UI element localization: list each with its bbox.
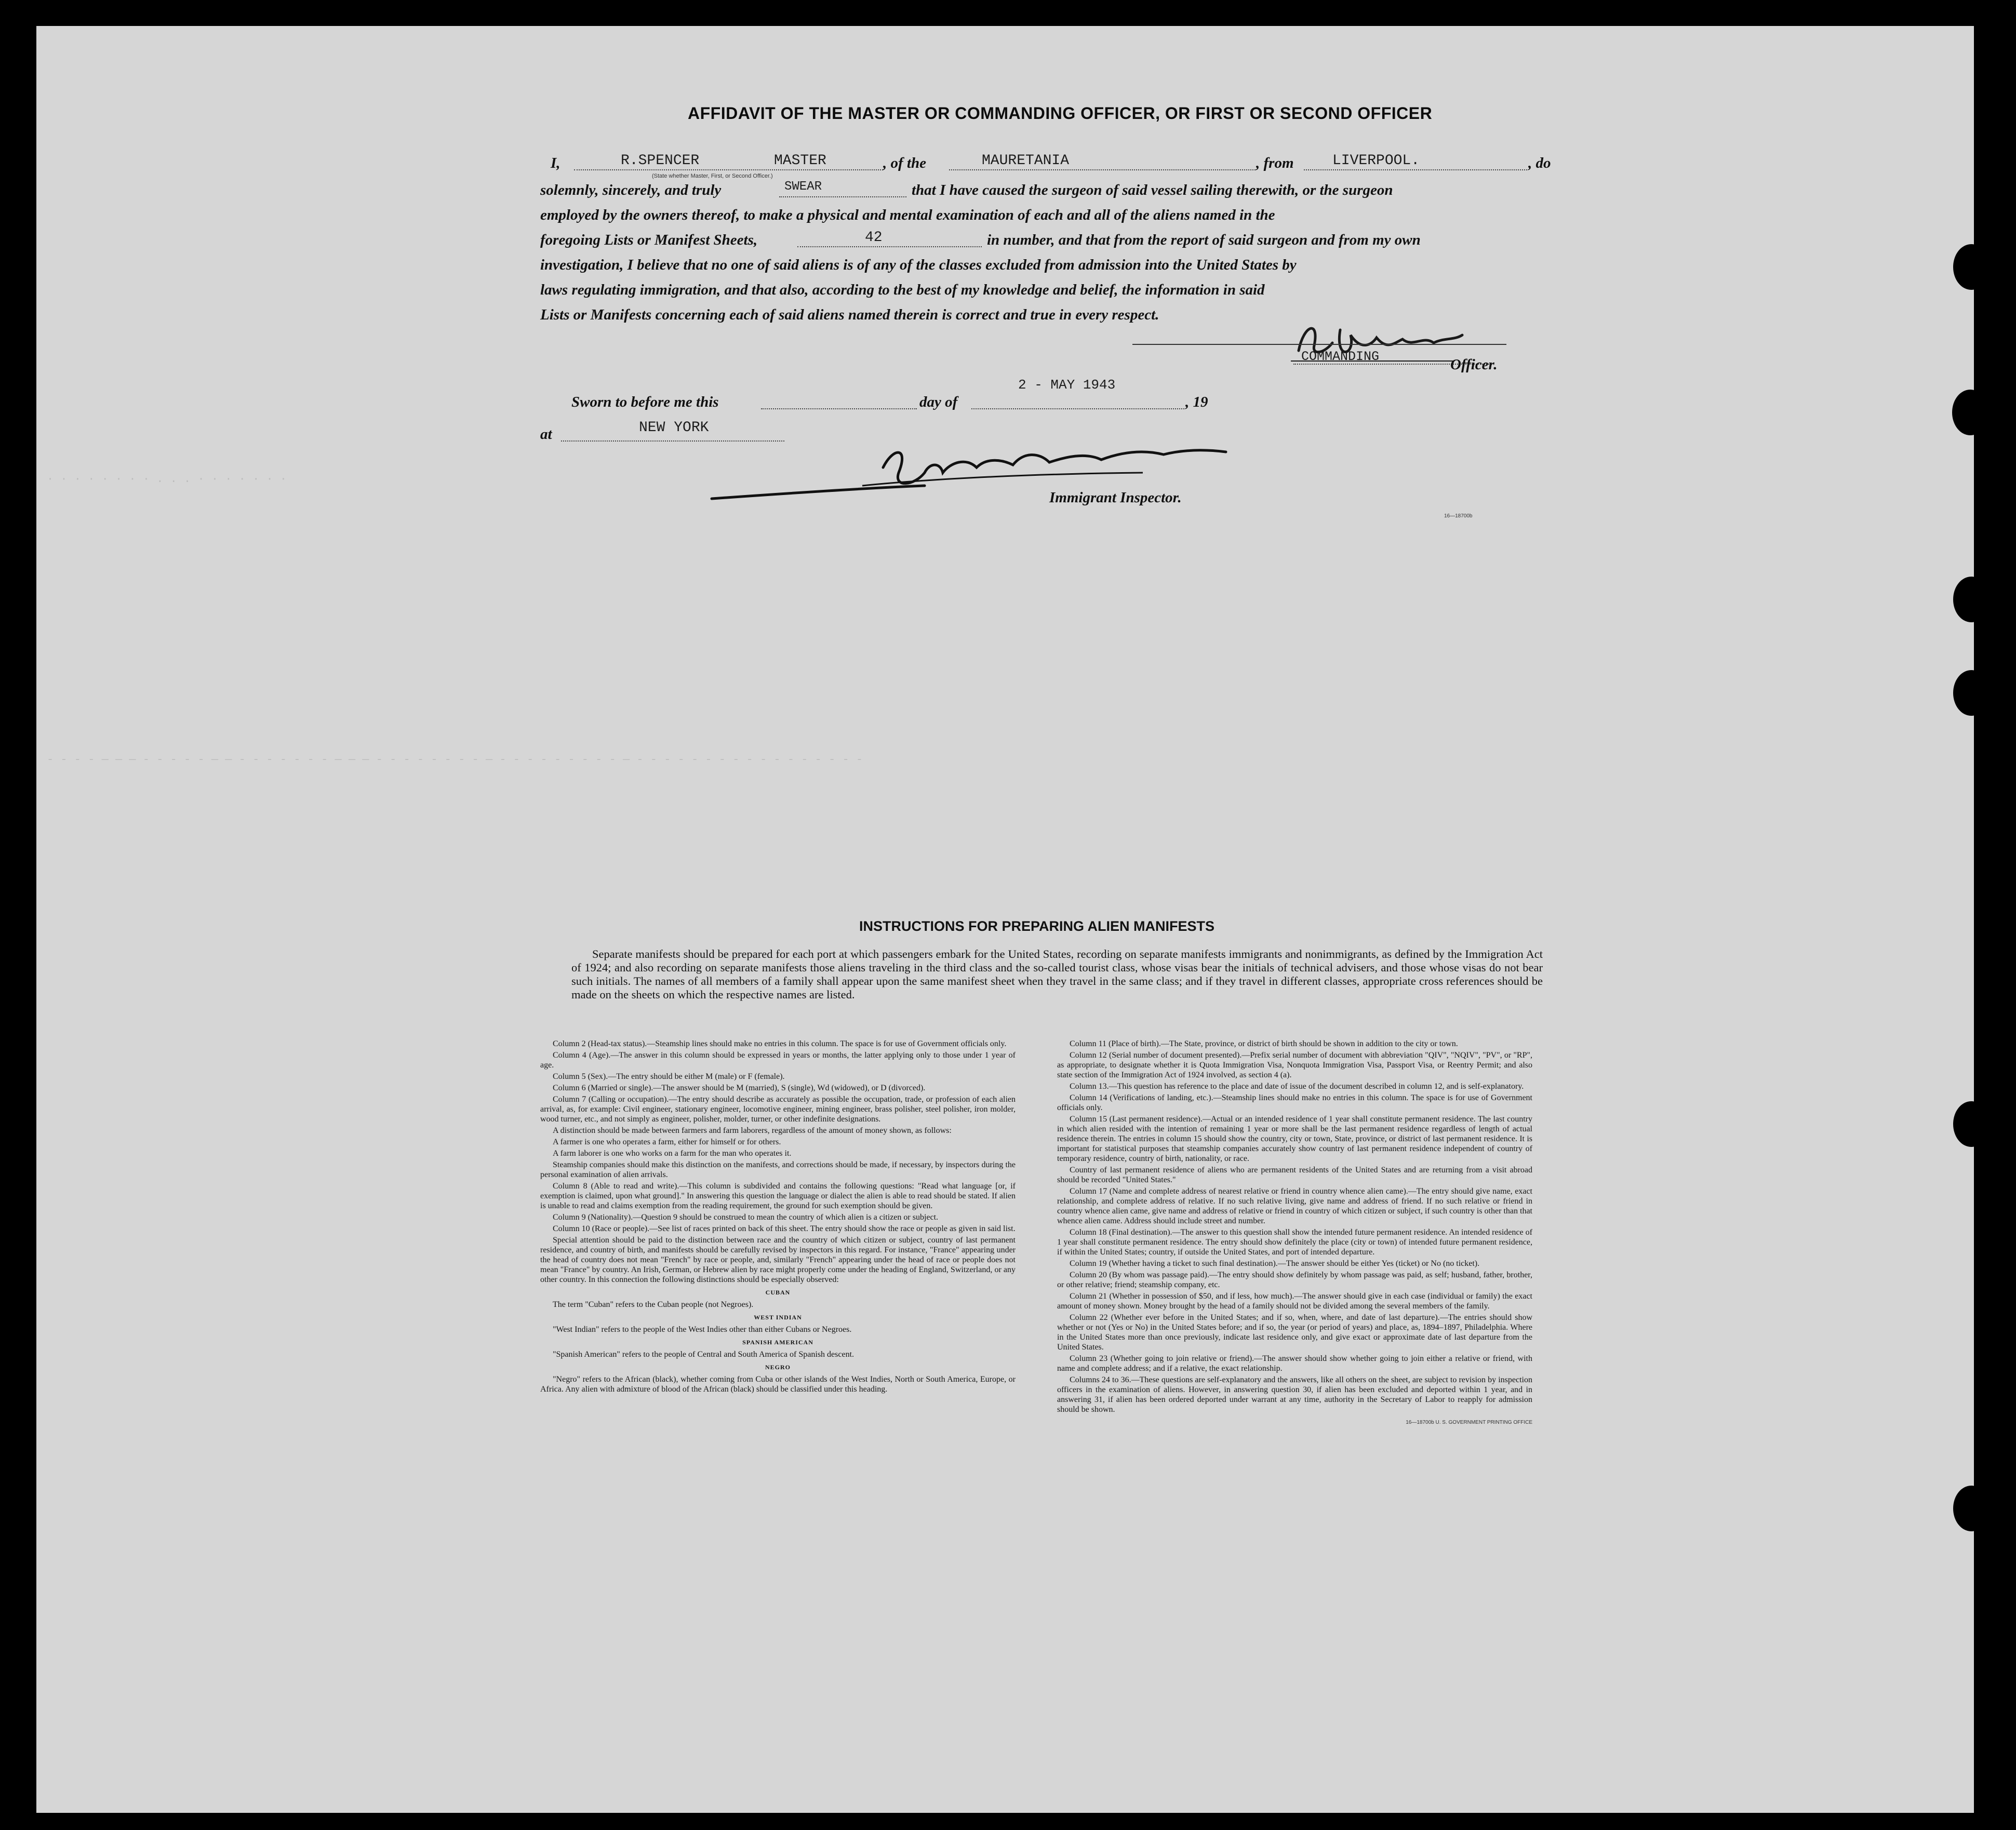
port-rule xyxy=(1304,169,1527,170)
officer-title: COMMANDING xyxy=(1301,349,1380,364)
oath-rule xyxy=(779,196,906,197)
manifest-sheet xyxy=(36,26,1974,1813)
affidavit-line-2a: solemnly, sincerely, and truly xyxy=(540,182,722,198)
instruction-paragraph: Column 11 (Place of birth).—The State, province, or district of birth should be shown in addition to the city or town. xyxy=(1070,1039,1458,1048)
instruction-paragraph: Column 19 (Whether having a ticket to such final destination).—The answer should be either Yes (ticket) or No (no ticket). xyxy=(1070,1259,1480,1268)
affidavit-line-7: Lists or Manifests concerning each of said aliens named therein is correct and true in every respect. xyxy=(540,306,1159,323)
affidavit-i: I, xyxy=(551,155,560,171)
binder-hole xyxy=(1953,244,1974,290)
instruction-paragraph: A distinction should be made between farmers and farm laborers, regardless of the amount of money shown, as follows: xyxy=(553,1126,952,1135)
inspector-label: Immigrant Inspector. xyxy=(1049,489,1182,506)
officer-rank: MASTER xyxy=(774,153,826,169)
instruction-paragraph: Column 8 (Able to read and write).—This column is subdivided and contains the following questions: "Read what language [or, if exemption is claimed, upon what ground]." In answering this question the language or dialect the alien is able to read should be stated. If alien is unable to read and claims exemption from the reading requirement, the ground for such exemption should be given. xyxy=(540,1182,1016,1210)
instruction-paragraph: Column 6 (Married or single).—The answer should be M (married), S (single), Wd (widowed), or D (divorced). xyxy=(553,1084,926,1092)
binder-hole xyxy=(1952,390,1974,435)
affidavit-line-2b: that I have caused the surgeon of said vessel sailing therewith, or the surgeon xyxy=(912,182,1393,198)
instruction-paragraph: Country of last permanent residence of aliens who are permanent residents of the United States and are returning from a visit abroad should be recorded "United States." xyxy=(1057,1166,1532,1184)
at-label: at xyxy=(540,426,552,443)
instruction-paragraph: Column 10 (Race or people).—See list of races printed on back of this sheet. The entry should show the race or people as given in said list. xyxy=(553,1224,1016,1233)
affidavit-line-5: investigation, I believe that no one of said aliens is of any of the classes excluded from admission into the United States by xyxy=(540,257,1297,273)
instruction-paragraph: Column 9 (Nationality).—Question 9 should be construed to mean the country of which alien is a citizen or subject. xyxy=(553,1213,939,1222)
spanish-american-definition: "Spanish American" refers to the people of Central and South America of Spanish descent. xyxy=(553,1350,855,1359)
bleed-through-text: - - - - — — — - - - - - — — - - - - - - - — — — - - - - - - - - — - - - - - - - - - — - - - - - - - - - - - - - - - - - xyxy=(47,753,863,766)
binder-hole xyxy=(1953,1486,1974,1531)
instructions-title: INSTRUCTIONS FOR PREPARING ALIEN MANIFESTS xyxy=(859,918,1215,934)
affidavit-line-3: employed by the owners thereof, to make a physical and mental examination of each and all of the aliens named in the xyxy=(540,207,1275,223)
instruction-paragraph: Special attention should be paid to the distinction between race and the country of which citizen or subject, country of last permanent residence, and country of birth, and manifests should be carefully revised by inspectors in this regard. For instance, "France" appearing under the head of country does not mean "French" by race or people, and, similarly "French" appearing under the head of race or people does not mean "France" by country. An Irish, German, or Hebrew alien by race might properly come under the heading of England, Switzerland, or any other country. In this connection the following distinctions should be especially observed: xyxy=(540,1236,1016,1284)
year-label: , 19 xyxy=(1185,394,1208,410)
instruction-paragraph: Column 17 (Name and complete address of nearest relative or friend in country whence alien came).—The entry should give name, exact relationship, and complete address of relative. If no such relative living, give name and address of friend. If no such relative or friend in country whence alien came, give name and address of relative or friend in country of which citizen or subject, if such country is other than that whence alien came. Address should include street and number. xyxy=(1057,1187,1532,1225)
binder-hole xyxy=(1953,1101,1974,1147)
officer-name: R.SPENCER xyxy=(621,153,700,169)
spanish-american-heading: SPANISH AMERICAN xyxy=(742,1339,813,1346)
rank-hint: (State whether Master, First, or Second Officer.) xyxy=(652,173,773,179)
instruction-paragraph: Column 23 (Whether going to join relative or friend).—The answer should show whether going to join either a relative or friend, with name and complete address; and if a relative, the exact relationship. xyxy=(1057,1354,1532,1373)
officer-rule xyxy=(574,169,883,170)
from-label: , from xyxy=(1256,155,1294,171)
affidavit-line-6: laws regulating immigration, and that also, according to the best of my knowledge and belief, the information in said xyxy=(540,282,1265,298)
instructions-left-column xyxy=(540,1039,1016,1396)
sworn-place: NEW YORK xyxy=(639,420,709,436)
signature-rule xyxy=(1132,344,1506,345)
instruction-paragraph: Column 20 (By whom was passage paid).—The entry should show definitely by whom passage was paid, as self; husband, father, brother, or other relative; friend; steamship company, etc. xyxy=(1057,1271,1532,1289)
instruction-paragraph: Column 21 (Whether in possession of $50, and if less, how much).—The answer should give in each case (individual or family) the exact amount of money shown. Money brought by the head of a family should not be divided among the several members of the family. xyxy=(1057,1292,1532,1311)
do-label: , do xyxy=(1528,155,1551,171)
affidavit-line-4b: in number, and that from the report of said surgeon and from my own xyxy=(987,232,1421,248)
instruction-paragraph: Steamship companies should make this distinction on the manifests, and corrections should be made, if necessary, by inspectors during the personal examination of alien arrivals. xyxy=(540,1160,1016,1179)
instruction-paragraph: Column 12 (Serial number of document presented).—Prefix serial number of document with abbreviation "QIV", "NQIV", "PV", or "RP", as appropriate, to designate whether it is Quota Immigration Visa, Nonquota Immigration Visa, Passport Visa, or Reentry Permit; and also state section of the Immigration Act of 1924 involved, as section 4 (a). xyxy=(1057,1051,1532,1079)
west-indian-heading: WEST INDIAN xyxy=(754,1314,802,1321)
instruction-paragraph: Column 14 (Verifications of landing, etc.).—Steamship lines should make no entries in this column. The space is for use of Government officials only. xyxy=(1057,1093,1532,1112)
instruction-paragraph: Columns 24 to 36.—These questions are self-explanatory and the answers, like all others on the sheet, are subject to revision by inspection officers in the examination of aliens. However, in answering question 30, if alien has been excluded and deported within 1 year, and in answering 31, if alien has been ordered deported under warrant at any time, authority in the Secretary of Labor to reapply for admission should be shown. xyxy=(1057,1375,1532,1414)
cuban-definition: The term "Cuban" refers to the Cuban people (not Negroes). xyxy=(553,1300,754,1309)
instruction-paragraph: Column 13.—This question has reference to the place and date of issue of the document described in column 12, and is self-explanatory. xyxy=(1070,1082,1524,1091)
printer-note: 16—18700b U. S. GOVERNMENT PRINTING OFFICE xyxy=(1406,1420,1532,1425)
sheet-count: 42 xyxy=(865,230,883,246)
instruction-paragraph: Column 4 (Age).—The answer in this column should be expressed in years or months, the latter applying only to those under 1 year of age. xyxy=(540,1051,1016,1070)
day-of-label: day of xyxy=(919,394,958,410)
instructions-intro: Separate manifests should be prepared for each port at which passengers embark for the United States, recording on separate manifests immigrants and nonimmigrants, as defined by the Immigration Act of 1924; and also recording on separate manifests those aliens traveling in the third class and the so-called tourist class, whose visas bear the initials of technical advisers, and those whose visas do not bear such initials. The names of all members of a family shall appear upon the same manifest sheet when they travel in the same class; and if they travel in different classes, appropriate cross references should be made on the sheets on which the respective names are listed. xyxy=(571,947,1543,1001)
instruction-paragraph: Column 2 (Head-tax status).—Steamship lines should make no entries in this column. The space is for use of Government officials only. xyxy=(553,1039,1007,1048)
instruction-paragraph: Column 5 (Sex).—The entry should be either M (male) or F (female). xyxy=(553,1072,785,1081)
port-name: LIVERPOOL. xyxy=(1332,153,1420,169)
vessel-rule xyxy=(949,169,1256,170)
sworn-day-rule xyxy=(761,408,917,409)
negro-heading: NEGRO xyxy=(765,1364,791,1371)
bleed-through-text: · · · · · · · · . . . · · · · · · · xyxy=(47,473,287,486)
sworn-date-rule xyxy=(971,408,1184,409)
officer-suffix: Officer. xyxy=(1450,356,1498,373)
instruction-paragraph: Column 7 (Calling or occupation).—The entry should describe as accurately as possible the occupation, trade, or profession of each alien arrival, as, for example: Civil engineer, stationary engineer, locomotive engineer, mining engineer, brass polisher, steel polisher, iron molder, wood turner, etc., and not simply as engineer, polisher, molder, turner, or other indefinite designations. xyxy=(540,1095,1016,1124)
west-indian-definition: "West Indian" refers to the people of the West Indies other than either Cubans or Negroes. xyxy=(553,1325,852,1334)
oath-word: SWEAR xyxy=(784,180,822,194)
binder-hole xyxy=(1953,670,1974,716)
binder-hole xyxy=(1953,577,1974,622)
affidavit-line-4a: foregoing Lists or Manifest Sheets, xyxy=(540,232,758,248)
instruction-paragraph: Column 18 (Final destination).—The answer to this question shall show the intended future permanent residence. An intended residence of 1 year shall constitute permanent residence. The entry should show definitely the place (city or town) of intended future permanent residence, if within the United States; country, if outside the United States, and port of intended departure. xyxy=(1057,1228,1532,1257)
instructions-right-column xyxy=(1057,1039,1532,1429)
instruction-paragraph: Column 15 (Last permanent residence).—Actual or an intended residence of 1 year shall constitute permanent residence. The last country in which alien resided with the intention of remaining 1 year or more shall be the last permanent residence regardless of length of actual residence therein. The entries in column 15 should show the country, city or town, State, province, or district of last permanent residence. It is important for statistical purposes that steamship companies accurately show country of last permanent residence independent of country of temporary residence, country of birth, nationality, or race. xyxy=(1057,1115,1532,1163)
negro-definition: "Negro" refers to the African (black), whether coming from Cuba or other islands of the West Indies, North or South America, Europe, or Africa. Any alien with admixture of blood of the African (black) should be classified under this heading. xyxy=(540,1375,1016,1394)
sworn-date: 2 - MAY 1943 xyxy=(1018,377,1116,393)
affidavit-title: AFFIDAVIT OF THE MASTER OR COMMANDING OFFICER, OR FIRST OR SECOND OFFICER xyxy=(688,104,1433,123)
cuban-heading: CUBAN xyxy=(765,1289,791,1296)
form-number: 16—18700b xyxy=(1444,513,1473,519)
instruction-paragraph: Column 22 (Whether ever before in the United States; and if so, when, where, and date of last departure).—The entries should show whether or not (Yes or No) in the United States before; and if so, the year (or period of years) and place, as, 1894–1897, Philadelphia. Where in the United States more than once previously, indicate last residence only, and give exact or approximate date of last departure from the United States. xyxy=(1057,1313,1532,1352)
instruction-paragraph: A farmer is one who operates a farm, either for himself or for others. xyxy=(553,1138,781,1146)
sworn-label: Sworn to before me this xyxy=(571,394,719,410)
of-the-label: , of the xyxy=(883,155,926,171)
vessel-name: MAURETANIA xyxy=(982,153,1070,169)
sheet-count-rule xyxy=(797,246,982,247)
instruction-paragraph: A farm laborer is one who works on a farm for the man who operates it. xyxy=(553,1149,792,1158)
